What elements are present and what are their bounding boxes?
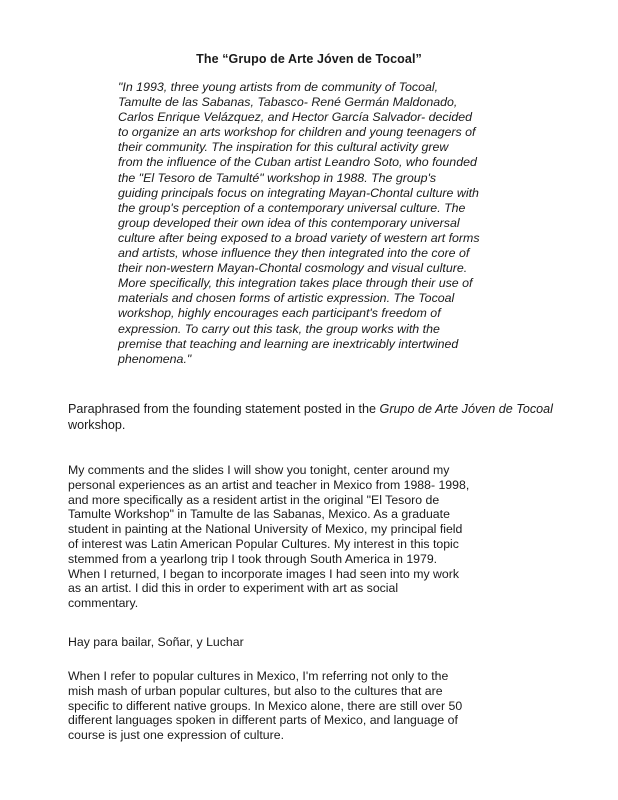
attribution-prefix: Paraphrased from the founding statement posted in the <box>68 402 380 416</box>
paragraph-line: mish mash of urban popular cultures, but also to the cultures that are <box>68 683 443 698</box>
quote-line: premise that teaching and learning are inextricably intertwined <box>118 336 459 351</box>
paragraph-motto: Hay para bailar, Soñar, y Luchar <box>68 635 244 649</box>
quote-line: and artists, whose influence they then integrated into the core of <box>118 246 470 261</box>
founding-statement-quote <box>118 80 523 367</box>
paragraph-line: stemmed from a yearlong trip I took through South America in 1979. <box>68 551 438 566</box>
quote-line: group developed their own idea of this contemporary universal <box>118 215 460 230</box>
paragraph-popular-cultures <box>68 669 568 743</box>
quote-line: to organize an arts workshop for children and young teenagers of <box>118 125 476 140</box>
attribution-text <box>68 401 568 433</box>
page-title: The “Grupo de Arte Jóven de Tocoal” <box>196 52 422 66</box>
quote-line: culture after being exposed to a broad variety of western art forms <box>118 230 480 245</box>
quote-line: the "El Tesoro de Tamulté" workshop in 1988. The group's <box>118 170 437 185</box>
quote-line: More specifically, this integration takes place through their use of <box>118 276 473 291</box>
paragraph-line: Tamulte Workshop" in Tamulte de las Sabanas, Mexico. As a graduate <box>68 507 450 522</box>
paragraph-line: of interest was Latin American Popular Cultures. My interest in this topic <box>68 536 459 551</box>
quote-line: "In 1993, three young artists from de community of Tocoal, <box>118 80 439 94</box>
paragraph-line: commentary. <box>68 596 139 611</box>
quote-line: their non-western Mayan-Chontal cosmology and visual culture. <box>118 261 468 276</box>
paragraph-line: as an artist. I did this in order to experiment with art as social <box>68 581 399 596</box>
paragraph-line: specific to different native groups. In Mexico alone, there are still over 50 <box>68 698 463 713</box>
quote-line: the group's perception of a contemporary universal culture. The <box>118 200 466 215</box>
paragraph-line: course is just one expression of culture. <box>68 728 284 743</box>
paragraph-line: When I returned, I began to incorporate images I had seen into my work <box>68 566 459 581</box>
quote-line: expression. To carry out this task, the group works with the <box>118 321 440 336</box>
paragraph-line: personal experiences as an artist and teacher in Mexico from 1988- 1998, <box>68 477 470 492</box>
quote-line: materials and chosen forms of artistic expression. The Tocoal <box>118 291 455 306</box>
quote-line: Carlos Enrique Velázquez, and Hector García Salvador- decided <box>118 110 473 125</box>
quote-line: phenomena." <box>118 351 192 366</box>
quote-line: workshop, highly encourages each participant's freedom of <box>118 306 441 321</box>
paragraph-line: When I refer to popular cultures in Mexico, I'm referring not only to the <box>68 669 449 683</box>
attribution-workshop-name: Grupo de Arte Jóven de Tocoal <box>379 402 553 416</box>
attribution-suffix: workshop. <box>68 418 126 432</box>
paragraph-line: different languages spoken in different parts of Mexico, and language of <box>68 713 458 728</box>
quote-line: their community. The inspiration for this cultural activity grew <box>118 140 449 155</box>
paragraph-line: My comments and the slides I will show you tonight, center around my <box>68 463 450 477</box>
paragraph-comments <box>68 463 568 611</box>
paragraph-line: student in painting at the National University of Mexico, my principal field <box>68 522 463 537</box>
quote-line: Tamulte de las Sabanas, Tabasco- René Germán Maldonado, <box>118 95 458 110</box>
quote-line: guiding principals focus on integrating Mayan-Chontal culture with <box>118 185 479 200</box>
quote-line: from the influence of the Cuban artist Leandro Soto, who founded <box>118 155 477 170</box>
paragraph-line: and more specifically as a resident artist in the original "El Tesoro de <box>68 492 440 507</box>
